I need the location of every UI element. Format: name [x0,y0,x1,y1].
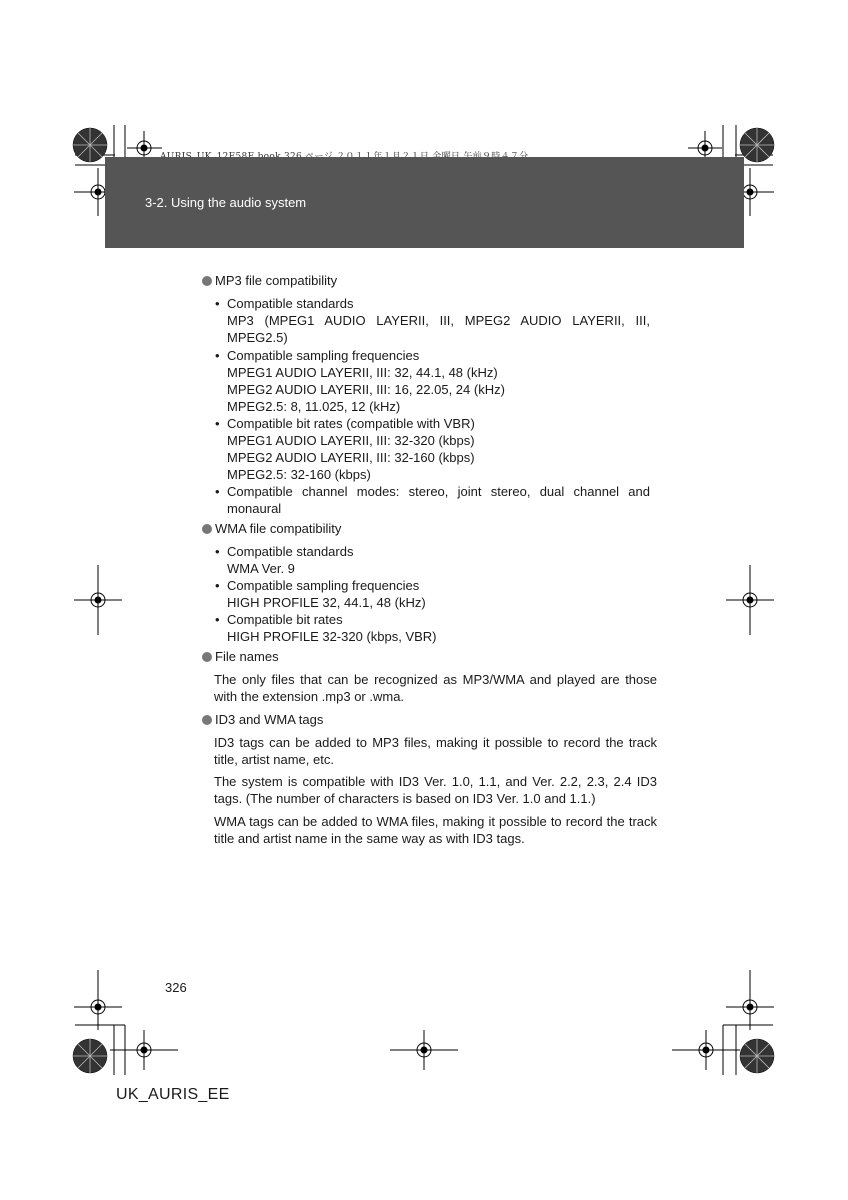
list-item-detail: MP3 (MPEG1 AUDIO LAYERII, III, MPEG2 AUDIO LAYERII, III, MPEG2.5) [227,313,650,345]
list-item: • Compatible sampling frequencies [215,578,420,593]
list-item-detail: MPEG2 AUDIO LAYERII, III: 32-160 (kbps) [227,450,475,465]
file-names-text: The only files that can be recognized as MP3/WMA and played are those with the extension .mp3 or .wma. [214,672,657,704]
tags-paragraph: WMA tags can be added to WMA files, making it possible to record the track title and artist name in the same way as with ID3 tags. [214,814,657,846]
tags-heading: ID3 and WMA tags [202,711,323,728]
list-item: • Compatible bit rates (compatible with VBR) [215,416,475,431]
list-item: • Compatible channel modes: stereo, joint stereo, dual channel and monaural [215,484,650,516]
page-number: 326 [165,980,187,995]
list-item-detail: MPEG2.5: 32-160 (kbps) [227,467,371,482]
wma-heading: WMA file compatibility [202,520,341,537]
list-item-detail: MPEG2 AUDIO LAYERII, III: 16, 22.05, 24 (kHz) [227,382,505,397]
list-item: • Compatible standards [215,296,354,311]
footer-code: UK_AURIS_EE [116,1086,230,1103]
list-item-detail: MPEG1 AUDIO LAYERII, III: 32, 44.1, 48 (kHz) [227,365,498,380]
file-names-heading: File names [202,648,279,665]
section-banner [105,157,744,248]
mp3-heading: MP3 file compatibility [202,272,337,289]
circle-bullet-icon [202,652,212,662]
list-item-detail: HIGH PROFILE 32-320 (kbps, VBR) [227,629,437,644]
section-title: 3-2. Using the audio system [145,195,307,210]
list-item-detail: HIGH PROFILE 32, 44.1, 48 (kHz) [227,595,426,610]
list-item-detail: MPEG1 AUDIO LAYERII, III: 32-320 (kbps) [227,433,475,448]
circle-bullet-icon [202,276,212,286]
list-item: • Compatible sampling frequencies [215,348,420,363]
tags-paragraph: ID3 tags can be added to MP3 files, making it possible to record the track title, artist name, etc. [214,735,657,767]
circle-bullet-icon [202,715,212,725]
list-item-detail: MPEG2.5: 8, 11.025, 12 (kHz) [227,399,401,414]
list-item: • Compatible standards [215,544,354,559]
tags-paragraph: The system is compatible with ID3 Ver. 1.0, 1.1, and Ver. 2.2, 2.3, 2.4 ID3 tags. (The number of characters is based on ID3 Ver. 1.0 and 1.1.) [214,774,657,806]
list-item: • Compatible bit rates [215,612,343,627]
list-item-detail: WMA Ver. 9 [227,561,295,576]
circle-bullet-icon [202,524,212,534]
